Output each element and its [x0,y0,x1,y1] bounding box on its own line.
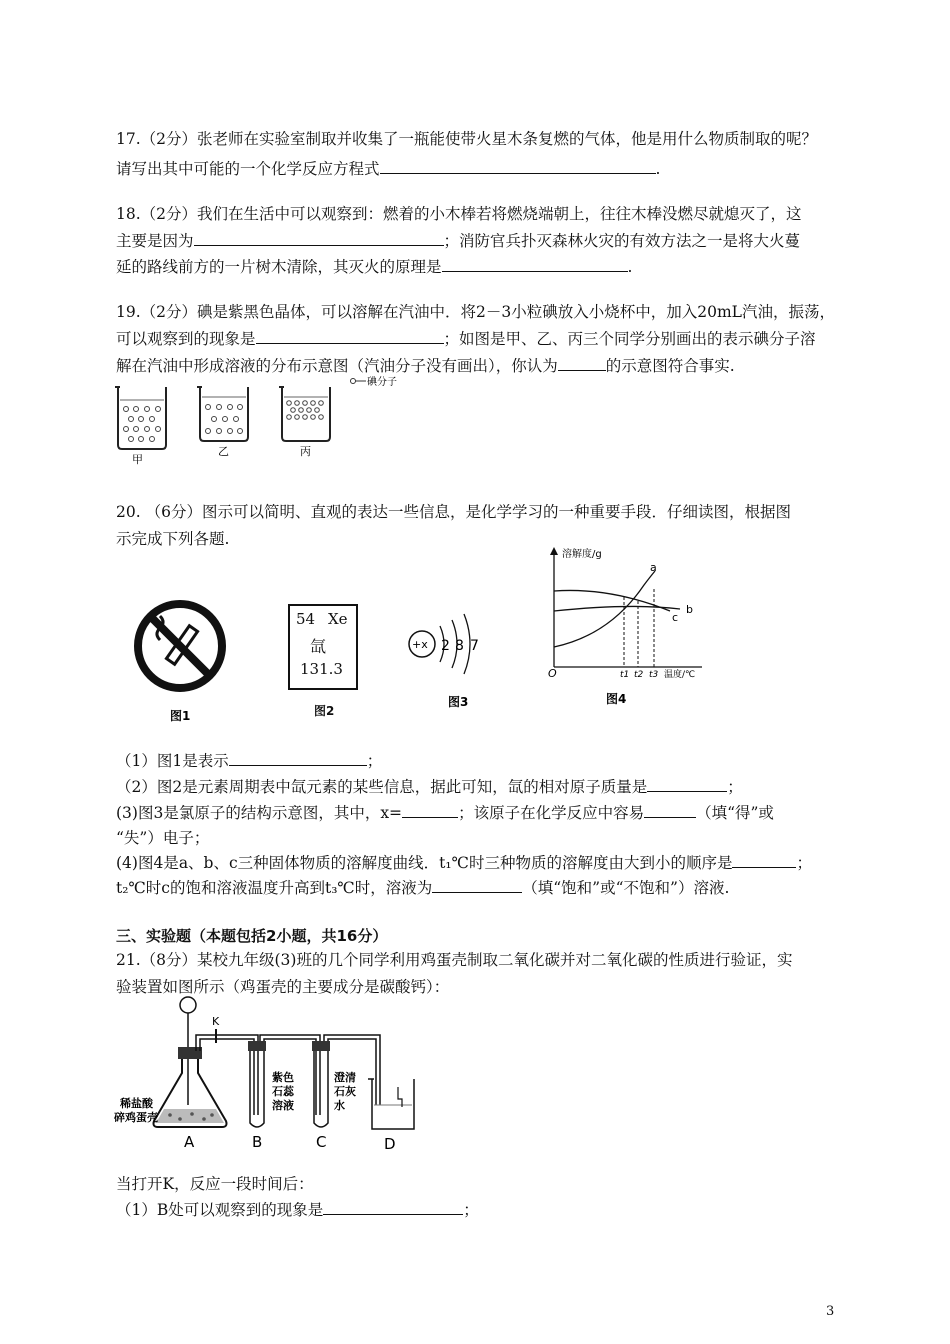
label-limewater-2: 石灰 [334,1085,356,1098]
beaker-label-bing: 丙 [300,445,311,458]
curve-c-label: c [672,611,679,624]
beaker-label-jia: 甲 [132,453,143,465]
curve-b-label: b [686,603,693,616]
q18-prompt-c: 延的路线前方的一片树木清除，其灭火的原理是 [116,258,442,276]
label-litmus-2: 石蕊 [272,1085,294,1098]
q20-sub3-line2: “失”）电子； [116,829,210,847]
q17-answer-blank[interactable] [380,159,656,174]
q20-sub1-end: ； [366,752,383,770]
section-3-title: 三、实验题（本题包括2小题，共16分） [116,927,388,945]
tick-t2: t2 [634,670,644,680]
flask-a [113,997,227,1151]
x-axis-label: 温度/℃ [664,670,696,680]
q20-sub3 [116,801,774,823]
iodine-legend [351,375,398,388]
fig4-caption: 图4 [606,692,627,706]
q17-period: . [655,160,661,178]
xe-atomic-number: 54 [296,610,316,628]
curve-a-label: a [650,561,657,574]
q20-sub4-line2 [116,876,729,898]
q20-sub4-blank-order[interactable] [732,853,796,868]
q20-sub3-prompt-b: ；该原子在化学反应中容易 [458,804,645,822]
q18-prompt-a: 主要是因为 [116,232,194,250]
q20-sub3-prompt-a: (3)图3是氯原子的结构示意图，其中，x= [116,804,403,822]
q20-line2: 示完成下列各题. [116,530,230,548]
shell-3-electrons: 7 [470,638,479,654]
q17-line2 [116,157,660,179]
fig3-caption: 图3 [448,695,469,709]
q17-prompt: 请写出其中可能的一个化学反应方程式 [116,160,380,178]
label-limewater-1: 澄清 [334,1071,356,1084]
xe-symbol: Xe [328,610,348,628]
label-eggshell: 碎鸡蛋壳 [114,1111,158,1124]
y-axis-label: 溶解度/g [562,549,602,560]
q20-sub2-prompt: （2）图2是元素周期表中氙元素的某些信息，据此可知，氙的相对原子质量是 [116,778,648,796]
q21-sub1-blank[interactable] [323,1200,463,1215]
tick-t1: t1 [620,670,630,680]
q18-line3 [116,255,632,277]
q20-sub3-prompt-c: （填“得”或 [696,804,774,822]
q21-line3: 当打开K，反应一段时间后： [116,1175,314,1193]
xe-name: 氙 [310,637,327,656]
letter-a: A [184,1133,195,1151]
q19-prompt-d: 的示意图符合事实. [605,357,735,375]
nucleus-charge: +x [412,638,428,651]
q20-sub1-prompt: （1）图1是表示 [116,752,229,770]
fig1-no-smoking-sign [130,598,230,724]
legend-iodine-molecule: 碘分子 [367,377,397,388]
q20-sub4-prompt-2: t₂℃时c的饱和溶液温度升高到t₃℃时，溶液为 [116,879,433,897]
q21-line1: 21.（8分）某校九年级(3)班的几个同学利用鸡蛋壳制取二氧化碳并对二氧化碳的性质进行验证，实 [116,951,793,969]
q20-sub2-blank[interactable] [647,777,727,792]
q19-beakers-figure [110,375,410,465]
beaker-yi [197,387,248,458]
fig1-caption: 图1 [170,709,191,723]
q18-blank-2[interactable] [442,257,628,272]
q19-line2 [116,327,816,349]
q21-sub1-end: ； [463,1201,479,1219]
q20-sub3-blank-gain-lose[interactable] [644,803,696,818]
q18-blank-1[interactable] [194,231,444,246]
letter-b: B [252,1133,263,1151]
q20-sub4-prompt: (4)图4是a、b、c三种固体物质的溶解度曲线．t₁℃时三种物质的溶解度由大到小的顺序是 [116,854,733,872]
label-litmus-1: 紫色 [272,1071,294,1084]
label-limewater-3: 水 [334,1099,345,1112]
beaker-jia [115,387,166,465]
q21-apparatus-figure [112,995,432,1155]
label-litmus-3: 溶液 [272,1099,294,1112]
q20-sub1 [116,749,382,771]
origin-label: O [548,667,557,680]
curve-c [554,590,670,611]
q18-line1: 18.（2分）我们在生活中可以观察到：燃着的小木棒若将燃烧端朝上，往往木棒没燃尽就熄灭了，这 [116,205,802,223]
q20-sub4-blank-saturation[interactable] [432,878,522,893]
valve-k-label: K [212,1015,220,1028]
fig2-element-card [288,604,358,690]
q17-line1: 17.（2分）张老师在实验室制取并收集了一瓶能使带火星木条复燃的气体，他是用什么物质制取的呢？ [116,130,818,148]
q19-prompt-a: 可以观察到的现象是 [116,330,256,348]
xe-atomic-mass: 131.3 [300,660,343,678]
q20-sub4-end-2: （填“饱和”或“不饱和”）溶液. [522,879,730,897]
q20-sub1-blank[interactable] [229,751,367,766]
q19-prompt-c: 解在汽油中形成溶液的分布示意图（汽油分子没有画出），你认为 [116,357,558,375]
tick-t3: t3 [649,670,659,680]
q21-line2: 验装置如图所示（鸡蛋壳的主要成分是碳酸钙）： [116,978,450,996]
beaker-d [368,1079,414,1153]
q19-blank-1[interactable] [256,329,444,344]
q20-sub2-end: ； [727,778,743,796]
q19-line1: 19.（2分）碘是紫黑色晶体，可以溶解在汽油中．将2－3小粒碘放入小烧杯中，加入20mL汽油，振荡， [116,303,835,321]
q20-sub4 [116,851,812,873]
letter-d: D [384,1135,396,1153]
q19-line3 [116,354,735,376]
q19-prompt-b: ；如图是甲、乙、丙三个同学分别画出的表示碘分子溶 [443,330,816,348]
q18-line2 [116,229,800,251]
q20-sub3-blank-x[interactable] [402,803,458,818]
q21-sub1-prompt: （1）B处可以观察到的现象是 [116,1201,324,1219]
q20-sub2 [116,775,743,797]
fig3-atom-structure [400,600,500,712]
q21-sub1 [116,1198,479,1220]
fig4-solubility-chart [540,545,710,710]
test-tube-b [248,1041,295,1151]
q20-line1: 20. （6分）图示可以简明、直观的表达一些信息，是化学学习的一种重要手段．仔细读图，根据图 [116,503,791,521]
label-hcl: 稀盐酸 [120,1097,153,1110]
shell-2-electrons: 8 [455,638,464,654]
page-number: 3 [826,1304,835,1319]
q18-period: . [627,258,633,276]
q20-sub4-end: ； [796,854,812,872]
test-tube-c [312,1041,356,1151]
q18-prompt-b: ；消防官兵扑灭森林火灾的有效方法之一是将大火蔓 [443,232,801,250]
beaker-bing [279,387,330,458]
letter-c: C [316,1133,327,1151]
beaker-label-yi: 乙 [218,445,229,458]
q19-blank-2[interactable] [558,356,606,371]
fig2-caption: 图2 [314,704,335,718]
shell-1-electrons: 2 [441,638,450,654]
